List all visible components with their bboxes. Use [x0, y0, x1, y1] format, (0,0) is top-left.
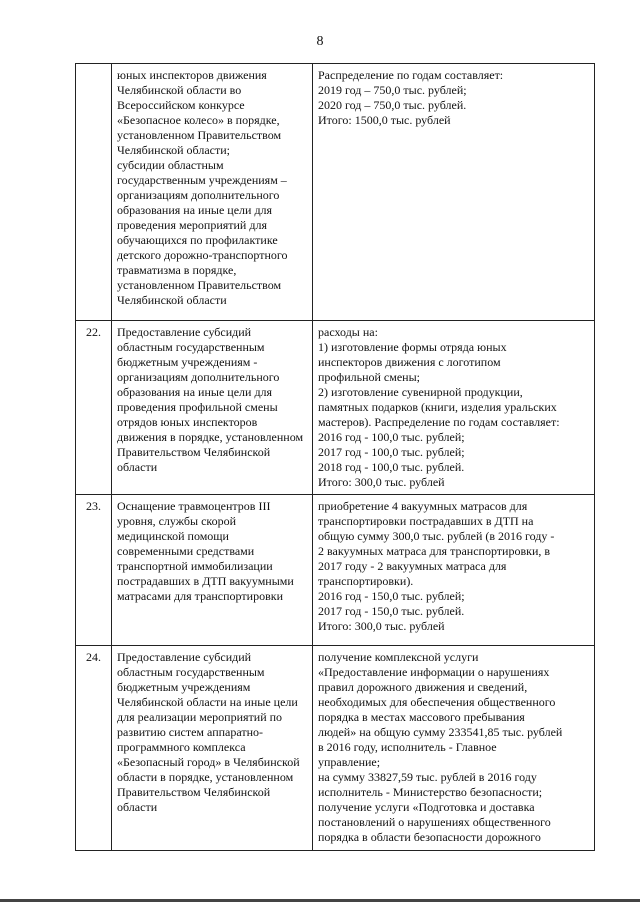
- text-line: Челябинской области;: [117, 143, 230, 157]
- text-line: инспекторов движения с логотипом: [318, 355, 501, 369]
- text-line: людей» на общую сумму 233541,85 тыс. рублей: [318, 725, 563, 739]
- text-line: правил дорожного движения и сведений,: [318, 680, 528, 694]
- text-line: Челябинской области: [117, 293, 227, 307]
- text-line: получение комплексной услуги: [318, 650, 479, 664]
- text-line: транспортировки).: [318, 574, 414, 588]
- text-line: профильной смены;: [318, 370, 420, 384]
- text-line: организациям дополнительного: [117, 370, 280, 384]
- text-line: Предоставление субсидий: [117, 650, 252, 664]
- table-row: [76, 646, 595, 851]
- text-line: на сумму 33827,59 тыс. рублей в 2016 году: [318, 770, 537, 784]
- measure-result: [313, 64, 595, 321]
- row-number: 24.: [76, 646, 112, 851]
- text-line: 2020 год – 750,0 тыс. рублей.: [318, 98, 467, 112]
- text-line: исполнитель - Министерство безопасности;: [318, 785, 543, 799]
- text-line: образования на иные цели для: [117, 203, 273, 217]
- text-line: Всероссийском конкурсе: [117, 98, 245, 112]
- text-line: 1) изготовление формы отряда юных: [318, 340, 507, 354]
- text-line: постановлений о нарушениях общественного: [318, 815, 551, 829]
- text-line: областным государственным: [117, 665, 265, 679]
- measure-description: [112, 495, 313, 646]
- text-line: медицинской помощи: [117, 529, 229, 543]
- text-line: уровня, службы скорой: [117, 514, 237, 528]
- text-line: порядка в местах массового пребывания: [318, 710, 525, 724]
- text-line: для реализации мероприятий по: [117, 710, 283, 724]
- text-line: движения в порядке, установленном: [117, 430, 304, 444]
- text-line: бюджетным учреждениям: [117, 680, 251, 694]
- page-number: 8: [316, 34, 324, 49]
- text-line: травматизма в порядке,: [117, 263, 237, 277]
- text-line: Правительством Челябинской: [117, 785, 271, 799]
- text-line: развитию систем аппаратно-: [117, 725, 264, 739]
- text-line: установленном Правительством: [117, 278, 282, 292]
- text-line: области: [117, 460, 158, 474]
- measure-result: [313, 646, 595, 851]
- measure-result: [313, 495, 595, 646]
- text-line: управление;: [318, 755, 381, 769]
- table-row: [76, 321, 595, 495]
- text-line: транспортировки пострадавших в ДТП на: [318, 514, 534, 528]
- text-line: транспортной иммобилизации: [117, 559, 273, 573]
- text-line: государственным учреждениям –: [117, 173, 287, 187]
- text-line: приобретение 4 вакуумных матрасов для: [318, 499, 528, 513]
- text-line: 2018 год - 100,0 тыс. рублей.: [318, 460, 465, 474]
- text-line: получение услуги «Подготовка и доставка: [318, 800, 535, 814]
- text-line: области: [117, 800, 158, 814]
- text-line: общую сумму 300,0 тыс. рублей (в 2016 году -: [318, 529, 555, 543]
- text-line: 2017 год - 100,0 тыс. рублей;: [318, 445, 465, 459]
- measure-description: [112, 321, 313, 495]
- text-line: Итого: 300,0 тыс. рублей: [318, 475, 445, 489]
- text-line: матрасами для транспортировки: [117, 589, 283, 603]
- row-number: 23.: [76, 495, 112, 646]
- measure-result: [313, 321, 595, 495]
- text-line: Оснащение травмоцентров III: [117, 499, 271, 513]
- text-line: обучающихся по профилактике: [117, 233, 278, 247]
- text-line: Челябинской области на иные цели: [117, 695, 298, 709]
- text-line: детского дорожно-транспортного: [117, 248, 288, 262]
- text-line: мастеров). Распределение по годам составляет:: [318, 415, 560, 429]
- text-line: 2) изготовление сувенирной продукции,: [318, 385, 523, 399]
- text-line: проведения профильной смены: [117, 400, 278, 414]
- measure-description: [112, 64, 313, 321]
- text-line: Итого: 1500,0 тыс. рублей: [318, 113, 451, 127]
- text-line: 2017 году - 2 вакуумных матраса для: [318, 559, 507, 573]
- text-line: 2 вакуумных матраса для транспортировки, в: [318, 544, 551, 558]
- text-line: отрядов юных инспекторов: [117, 415, 258, 429]
- text-line: «Предоставление информации о нарушениях: [318, 665, 550, 679]
- text-line: Правительством Челябинской: [117, 445, 271, 459]
- text-line: Распределение по годам составляет:: [318, 68, 504, 82]
- text-line: «Безопасное колесо» в порядке,: [117, 113, 280, 127]
- row-number: 22.: [76, 321, 112, 495]
- text-line: «Безопасный город» в Челябинской: [117, 755, 300, 769]
- text-line: 2016 год - 150,0 тыс. рублей;: [318, 589, 465, 603]
- text-line: необходимых для обеспечения общественного: [318, 695, 556, 709]
- text-line: субсидии областным: [117, 158, 224, 172]
- text-line: проведения мероприятий для: [117, 218, 267, 232]
- measures-table: [75, 63, 595, 851]
- text-line: порядка в области безопасности дорожного: [318, 830, 541, 844]
- text-line: программного комплекса: [117, 740, 246, 754]
- row-number: [76, 64, 112, 321]
- text-line: 2019 год – 750,0 тыс. рублей;: [318, 83, 467, 97]
- text-line: Предоставление субсидий: [117, 325, 252, 339]
- scan-edge-divider: [0, 899, 640, 902]
- text-line: образования на иные цели для: [117, 385, 273, 399]
- text-line: пострадавших в ДТП вакуумными: [117, 574, 294, 588]
- text-line: установленном Правительством: [117, 128, 282, 142]
- text-line: памятных подарков (книги, изделия уральских: [318, 400, 557, 414]
- table-row: [76, 495, 595, 646]
- table-row: [76, 64, 595, 321]
- text-line: современными средствами: [117, 544, 255, 558]
- text-line: области в порядке, установленном: [117, 770, 294, 784]
- text-line: в 2016 году, исполнитель - Главное: [318, 740, 497, 754]
- text-line: Челябинской области во: [117, 83, 242, 97]
- measure-description: [112, 646, 313, 851]
- text-line: 2017 год - 150,0 тыс. рублей.: [318, 604, 465, 618]
- text-line: юных инспекторов движения: [117, 68, 267, 82]
- text-line: расходы на:: [318, 325, 378, 339]
- text-line: 2016 год - 100,0 тыс. рублей;: [318, 430, 465, 444]
- text-line: организациям дополнительного: [117, 188, 280, 202]
- text-line: бюджетным учреждениям -: [117, 355, 258, 369]
- text-line: Итого: 300,0 тыс. рублей: [318, 619, 445, 633]
- text-line: областным государственным: [117, 340, 265, 354]
